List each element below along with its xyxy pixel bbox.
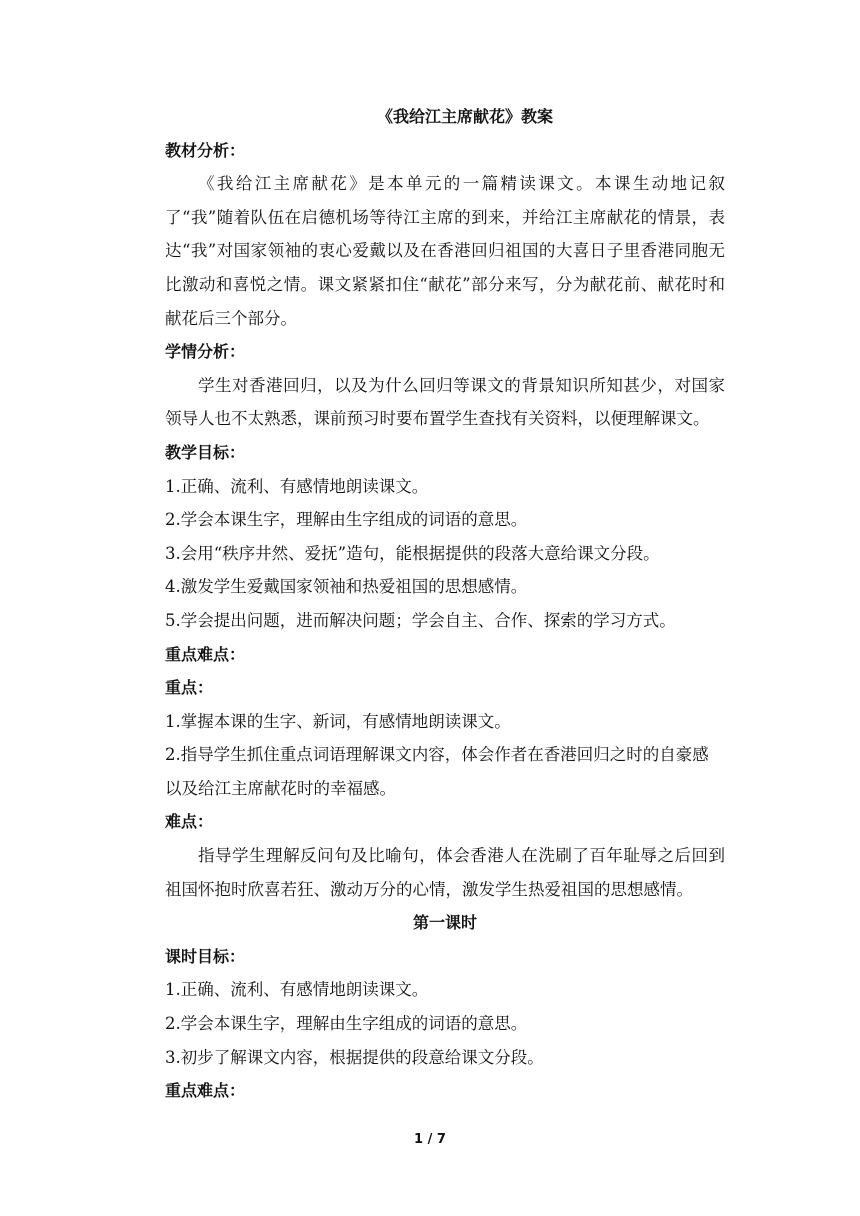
- difficult-points-text: 指导学生理解反问句及比喻句，体会香港人在洗刷了百年耻辱之后回到祖国怀抱时欣喜若狂、激动万分的心情，激发学生热爱祖国的思想感情。: [165, 846, 725, 899]
- difficult-points-heading: 难点：: [165, 812, 214, 832]
- lesson-key-heading: 重点难点：: [165, 1081, 246, 1101]
- teaching-goal-item: 4.激发学生爱戴国家领袖和热爱祖国的思想感情。: [165, 577, 528, 597]
- student-analysis-text: 学生对香港回归，以及为什么回归等课文的背景知识所知甚少，对国家领导人也不太熟悉，课前预习时要布置学生查找有关资料，以便理解课文。: [165, 375, 725, 429]
- lesson-one-title: 第一课时: [412, 913, 477, 933]
- key-point-item: 2.指导学生抓住重点词语理解课文内容，体会作者在香港回归之时的自豪感以及给江主席献花时的幸福感。: [165, 745, 709, 798]
- teaching-goals-heading: 教学目标：: [165, 442, 246, 462]
- student-analysis-heading: 学情分析：: [165, 342, 246, 362]
- lesson-goals-heading: 课时目标：: [165, 946, 246, 966]
- document-title: 《我给江主席献花》教案: [376, 107, 553, 126]
- key-point-item: 1.掌握本课的生字、新词，有感情地朗读课文。: [165, 711, 511, 731]
- lesson-goal-item: 1.正确、流利、有感情地朗读课文。: [165, 980, 429, 1000]
- teaching-goal-item: 5.学会提出问题，进而解决问题；学会自主、合作、探索的学习方式。: [165, 610, 676, 630]
- material-analysis-heading: 教材分析：: [165, 140, 246, 160]
- teaching-goal-item: 2.学会本课生字，理解由生字组成的词语的意思。: [165, 510, 528, 530]
- teaching-goal-item: 3.会用“秩序井然、爱抚”造句，能根据提供的段落大意给课文分段。: [165, 543, 660, 563]
- key-points-heading: 重点：: [165, 678, 214, 698]
- lesson-goal-item: 3.初步了解课文内容，根据提供的段意给课文分段。: [165, 1047, 544, 1067]
- material-analysis-text: 《我给江主席献花》是本单元的一篇精读课文。本课生动地记叙了“我”随着队伍在启德机场等待江主席的到来，并给江主席献花的情景，表达“我”对国家领袖的衷心爱戴以及在香港回归祖国的大喜日子里香港同胞无比激动和喜悦之情。课文紧紧扣住“献花”部分来写，分为献花前、献花时和献花后三个部分。: [165, 174, 725, 328]
- page-number: 1 / 7: [414, 1132, 446, 1147]
- document-body: [165, 100, 725, 1108]
- lesson-goal-item: 2.学会本课生字，理解由生字组成的词语的意思。: [165, 1014, 528, 1034]
- teaching-goal-item: 1.正确、流利、有感情地朗读课文。: [165, 476, 429, 496]
- key-difficult-heading: 重点难点：: [165, 644, 246, 664]
